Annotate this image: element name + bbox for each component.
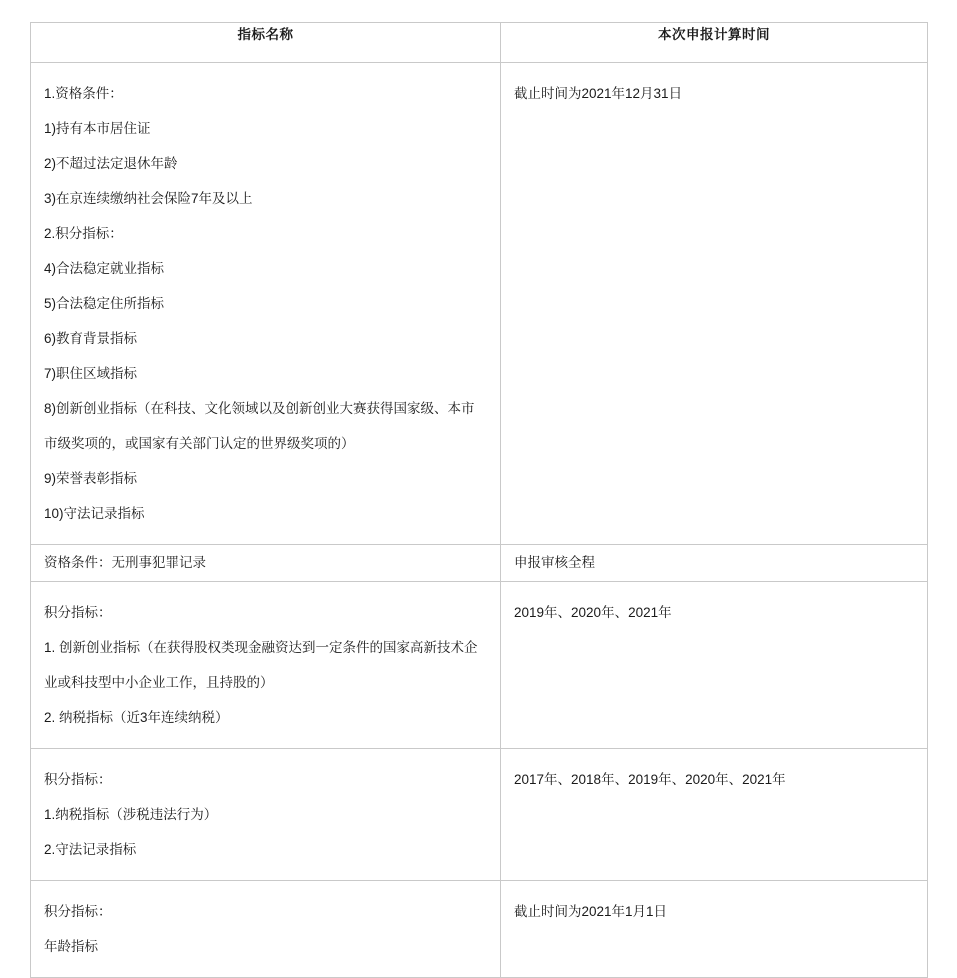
calculation-time-value: 2019年、2020年、2021年 bbox=[514, 605, 672, 620]
table-header bbox=[31, 23, 928, 63]
list-item: 积分指标： bbox=[44, 605, 112, 620]
calculation-time-cell bbox=[501, 545, 928, 582]
list-item: 2. 纳税指标（近3年连续纳税） bbox=[44, 710, 229, 725]
indicator-name-cell bbox=[31, 545, 501, 582]
list-item: 1.纳税指标（涉税违法行为） bbox=[44, 807, 218, 822]
list-item: 7)职住区域指标 bbox=[44, 366, 138, 381]
calculation-time-cell bbox=[501, 582, 928, 749]
list-item: 3)在京连续缴纳社会保险7年及以上 bbox=[44, 191, 253, 206]
table-header-row bbox=[31, 23, 928, 63]
list-item: 2.守法记录指标 bbox=[44, 842, 137, 857]
calculation-time-cell bbox=[501, 749, 928, 881]
calculation-time-cell bbox=[501, 63, 928, 545]
calculation-time-value: 截止时间为2021年12月31日 bbox=[514, 86, 683, 101]
list-item: 10)守法记录指标 bbox=[44, 506, 145, 521]
table-row bbox=[31, 545, 928, 582]
calculation-time-cell bbox=[501, 881, 928, 978]
indicator-name-cell bbox=[31, 749, 501, 881]
indicator-name-cell bbox=[31, 582, 501, 749]
indicator-name-cell bbox=[31, 881, 501, 978]
table-row bbox=[31, 582, 928, 749]
table-row bbox=[31, 749, 928, 881]
list-item: 6)教育背景指标 bbox=[44, 331, 138, 346]
indicator-schedule-table bbox=[30, 22, 928, 978]
table-row bbox=[31, 881, 928, 978]
indicator-name-cell bbox=[31, 63, 501, 545]
list-item: 资格条件：无刑事犯罪记录 bbox=[44, 555, 206, 570]
list-item: 积分指标： bbox=[44, 772, 112, 787]
list-item: 1. 创新创业指标（在获得股权类现金融资达到一定条件的国家高新技术企业或科技型中小企业工作，且持股的） bbox=[44, 640, 478, 690]
list-item: 4)合法稳定就业指标 bbox=[44, 261, 165, 276]
list-item: 5)合法稳定住所指标 bbox=[44, 296, 165, 311]
calculation-time-value: 申报审核全程 bbox=[514, 555, 595, 570]
list-item: 2)不超过法定退休年龄 bbox=[44, 156, 178, 171]
list-item: 积分指标： bbox=[44, 904, 112, 919]
list-item: 年龄指标 bbox=[44, 939, 98, 954]
table-row bbox=[31, 63, 928, 545]
column-header-indicator-name: 指标名称 bbox=[31, 23, 501, 63]
list-item: 9)荣誉表彰指标 bbox=[44, 471, 138, 486]
column-header-calculation-time: 本次申报计算时间 bbox=[501, 23, 928, 63]
list-item: 8)创新创业指标（在科技、文化领域以及创新创业大赛获得国家级、本市市级奖项的，或国家有关部门认定的世界级奖项的） bbox=[44, 401, 475, 451]
calculation-time-value: 截止时间为2021年1月1日 bbox=[514, 904, 668, 919]
list-item: 1.资格条件： bbox=[44, 86, 123, 101]
list-item: 1)持有本市居住证 bbox=[44, 121, 151, 136]
table-body bbox=[31, 63, 928, 978]
list-item: 2.积分指标： bbox=[44, 226, 123, 241]
calculation-time-value: 2017年、2018年、2019年、2020年、2021年 bbox=[514, 772, 786, 787]
